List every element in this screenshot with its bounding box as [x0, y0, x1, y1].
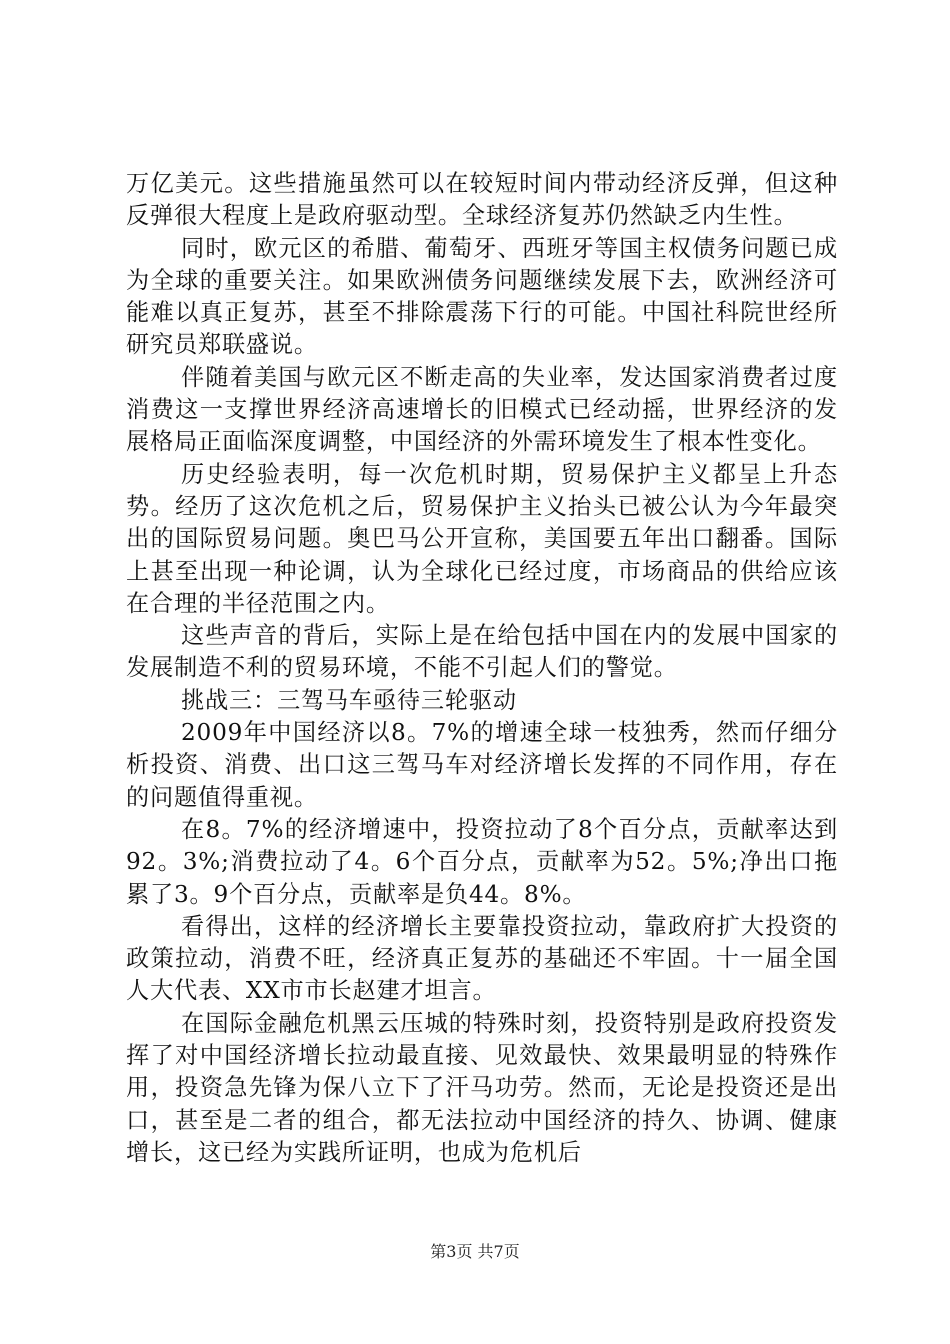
body-text	[126, 168, 838, 1169]
paragraph: 这些声音的背后，实际上是在给包括中国在内的发展中国家的发展制造不利的贸易环境，不能不引起人们的警觉。	[126, 622, 838, 682]
paragraph: 在8。7%的经济增速中，投资拉动了8个百分点，贡献率达到92。3%;消费拉动了4。6个百分点，贡献率为52。5%;净出口拖累了3。9个百分点，贡献率是负44。8%。	[126, 815, 838, 908]
paragraph: 看得出，这样的经济增长主要靠投资拉动，靠政府扩大投资的政策拉动，消费不旺，经济真正复苏的基础还不牢固。十一届全国人大代表、XX市市长赵建才坦言。	[126, 912, 838, 1005]
section-heading: 挑战三：三驾马车亟待三轮驱动	[181, 686, 517, 714]
paragraph: 伴随着美国与欧元区不断走高的失业率，发达国家消费者过度消费这一支撑世界经济高速增长的旧模式已经动摇，世界经济的发展格局正面临深度调整，中国经济的外需环境发生了根本性变化。	[126, 363, 838, 456]
page-footer: 第3页 共7页	[430, 1242, 520, 1261]
paragraph: 在国际金融危机黑云压城的特殊时刻，投资特别是政府投资发挥了对中国经济增长拉动最直接、见效最快、效果最明显的特殊作用，投资急先锋为保八立下了汗马功劳。然而，无论是投资还是出口，甚至是二者的组合，都无法拉动中国经济的持久、协调、健康增长，这已经为实践所证明，也成为危机后	[126, 1009, 838, 1166]
paragraph: 万亿美元。这些措施虽然可以在较短时间内带动经济反弹，但这种反弹很大程度上是政府驱动型。全球经济复苏仍然缺乏内生性。	[126, 170, 838, 230]
paragraph: 同时，欧元区的希腊、葡萄牙、西班牙等国主权债务问题已成为全球的重要关注。如果欧洲债务问题继续发展下去，欧洲经济可能难以真正复苏，甚至不排除震荡下行的可能。中国社科院世经所研究员郑联盛说。	[126, 234, 838, 359]
paragraph: 2009年中国经济以8。7%的增速全球一枝独秀，然而仔细分析投资、消费、出口这三驾马车对经济增长发挥的不同作用，存在的问题值得重视。	[126, 719, 838, 811]
paragraph: 历史经验表明，每一次危机时期，贸易保护主义都呈上升态势。经历了这次危机之后，贸易保护主义抬头已被公认为今年最突出的国际贸易问题。奥巴马公开宣称，美国要五年出口翻番。国际上甚至出现一种论调，认为全球化已经过度，市场商品的供给应该在合理的半径范围之内。	[126, 460, 838, 617]
